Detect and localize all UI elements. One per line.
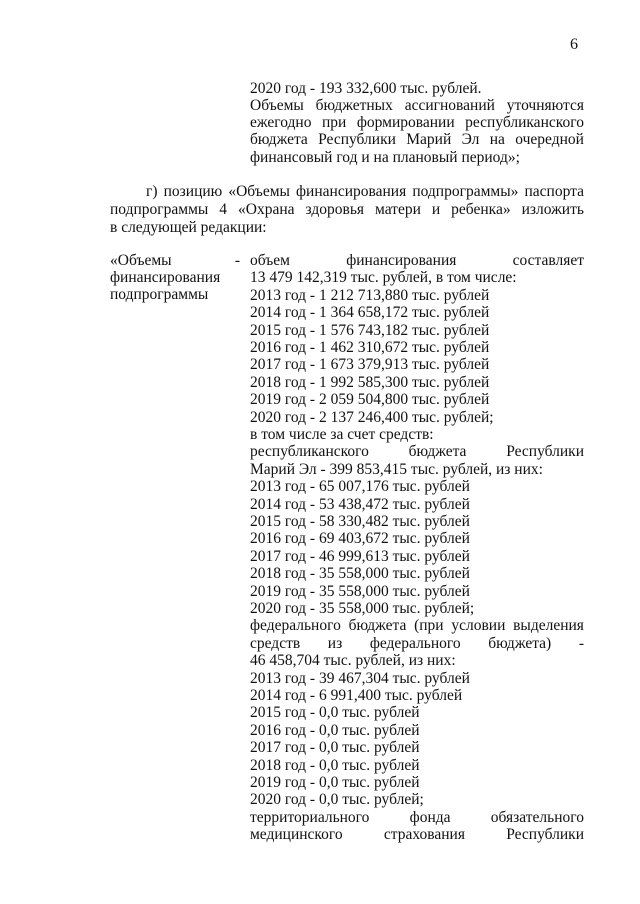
word: подпрограммы» bbox=[412, 183, 519, 200]
financing-line bbox=[250, 617, 584, 635]
word: г) bbox=[146, 183, 158, 200]
word: из bbox=[327, 634, 343, 652]
financing-line: Марий Эл - 399 853,415 тыс. рублей, из них: bbox=[250, 460, 543, 478]
financing-line: 2018 год - 35 558,000 тыс. рублей bbox=[250, 565, 470, 583]
financing-line: 2013 год - 65 007,176 тыс. рублей bbox=[250, 478, 470, 496]
word: ежегодно bbox=[250, 114, 312, 131]
word: федерального bbox=[250, 617, 341, 635]
word: Объемы bbox=[250, 97, 304, 114]
word: (при bbox=[414, 617, 444, 635]
word: формировании bbox=[356, 114, 455, 131]
word: республиканского bbox=[250, 443, 369, 461]
word: выделения bbox=[513, 617, 584, 635]
word: подпрограммы bbox=[110, 201, 209, 218]
word: бюджета bbox=[348, 617, 407, 635]
word: Марий bbox=[406, 131, 452, 148]
financing-line: 2016 год - 1 462 310,672 тыс. рублей bbox=[250, 339, 490, 356]
word: 4 bbox=[219, 201, 228, 218]
financing-line: 46 458,704 тыс. рублей, из них: bbox=[250, 652, 456, 670]
word: Республики bbox=[506, 443, 584, 461]
word: «Объемы bbox=[228, 183, 290, 200]
intro-line-justified bbox=[250, 131, 584, 149]
paragraph-line: в следующей редакции: bbox=[110, 219, 267, 236]
word: бюджетных bbox=[315, 97, 393, 114]
word: «Охрана bbox=[238, 201, 295, 218]
word: при bbox=[321, 114, 347, 131]
financing-line: 2014 год - 6 991,400 тыс. рублей bbox=[250, 687, 463, 704]
page-number: 6 bbox=[570, 36, 578, 53]
financing-line: 2018 год - 1 992 585,300 тыс. рублей bbox=[250, 373, 490, 391]
label-dash: - bbox=[234, 252, 240, 269]
word: бюджета bbox=[408, 443, 467, 461]
label-line: финансирования bbox=[110, 269, 221, 286]
word: ассигнований bbox=[404, 97, 495, 114]
financing-line: 2015 год - 0,0 тыс. рублей bbox=[250, 704, 420, 722]
financing-line: 2019 год - 2 059 504,800 тыс. рублей bbox=[250, 391, 490, 409]
label-title: «Объемы bbox=[110, 252, 172, 269]
intro-line: 2020 год - 193 332,600 тыс. рублей. bbox=[250, 80, 482, 97]
word: Эл bbox=[461, 131, 480, 148]
label-line: подпрограммы bbox=[110, 286, 209, 303]
financing-line: 2020 год - 35 558,000 тыс. рублей; bbox=[250, 600, 475, 617]
paragraph-line-justified bbox=[146, 183, 584, 201]
financing-line: 2015 год - 1 576 743,182 тыс. рублей bbox=[250, 321, 490, 339]
word: фонда bbox=[409, 808, 451, 826]
word: финансирования bbox=[346, 252, 457, 269]
word: ребенка» bbox=[451, 201, 511, 218]
word: обязательного bbox=[490, 808, 584, 826]
financing-line: 2019 год - 0,0 тыс. рублей bbox=[250, 774, 420, 791]
financing-line: 2016 год - 69 403,672 тыс. рублей bbox=[250, 530, 470, 548]
word: финансирования bbox=[296, 183, 407, 200]
word: уточняются bbox=[506, 97, 584, 114]
word: составляет bbox=[512, 252, 584, 269]
paragraph-line-justified bbox=[110, 201, 584, 219]
word: территориального bbox=[250, 808, 370, 826]
word: бюджета) bbox=[488, 634, 552, 652]
word: здоровья bbox=[305, 201, 365, 218]
intro-line-justified bbox=[250, 97, 584, 115]
financing-line bbox=[250, 443, 584, 461]
word: условии bbox=[451, 617, 506, 635]
word: очередной bbox=[515, 131, 584, 148]
financing-line: 2017 год - 0,0 тыс. рублей bbox=[250, 739, 420, 757]
word: Республики bbox=[318, 131, 396, 148]
word: объем bbox=[250, 252, 290, 269]
word: позицию bbox=[163, 183, 223, 200]
financing-line: 2018 год - 0,0 тыс. рублей bbox=[250, 756, 420, 774]
financing-line: 2015 год - 58 330,482 тыс. рублей bbox=[250, 513, 470, 530]
word: - bbox=[578, 634, 584, 652]
financing-line: 2019 год - 35 558,000 тыс. рублей bbox=[250, 582, 470, 600]
financing-line bbox=[250, 252, 584, 270]
financing-line bbox=[250, 809, 584, 827]
financing-line bbox=[250, 635, 584, 653]
word: паспорта bbox=[524, 183, 584, 200]
word: федерального bbox=[369, 634, 461, 652]
word: матери bbox=[375, 201, 421, 218]
financing-line: 2013 год - 39 467,304 тыс. рублей bbox=[250, 669, 470, 687]
financing-line: в том числе за счет средств: bbox=[250, 426, 434, 443]
word: средств bbox=[250, 634, 301, 652]
financing-line: 2020 год - 0,0 тыс. рублей; bbox=[250, 791, 424, 809]
intro-line-justified bbox=[250, 114, 584, 132]
financing-line: 2013 год - 1 212 713,880 тыс. рублей bbox=[250, 286, 490, 304]
financing-line: 2020 год - 2 137 246,400 тыс. рублей; bbox=[250, 408, 494, 426]
word: на bbox=[489, 131, 505, 148]
word: республиканского bbox=[465, 114, 584, 131]
financing-line: 2014 год - 53 438,472 тыс. рублей bbox=[250, 495, 470, 513]
word: и bbox=[431, 201, 441, 218]
financing-line bbox=[250, 826, 584, 844]
financing-line: 2017 год - 46 999,613 тыс. рублей bbox=[250, 547, 470, 565]
financing-line: 2014 год - 1 364 658,172 тыс. рублей bbox=[250, 304, 490, 322]
word: страхования bbox=[383, 826, 465, 844]
word: бюджета bbox=[250, 131, 308, 148]
word: Республики bbox=[506, 826, 584, 844]
label-row-1 bbox=[110, 252, 240, 270]
word: изложить bbox=[521, 201, 584, 218]
financing-line: 2017 год - 1 673 379,913 тыс. рублей bbox=[250, 356, 490, 374]
word: медицинского bbox=[250, 826, 343, 844]
financing-line: 13 479 142,319 тыс. рублей, в том числе: bbox=[250, 269, 517, 287]
intro-line: финансовый год и на плановый период»; bbox=[250, 149, 520, 166]
financing-line: 2016 год - 0,0 тыс. рублей bbox=[250, 721, 420, 739]
